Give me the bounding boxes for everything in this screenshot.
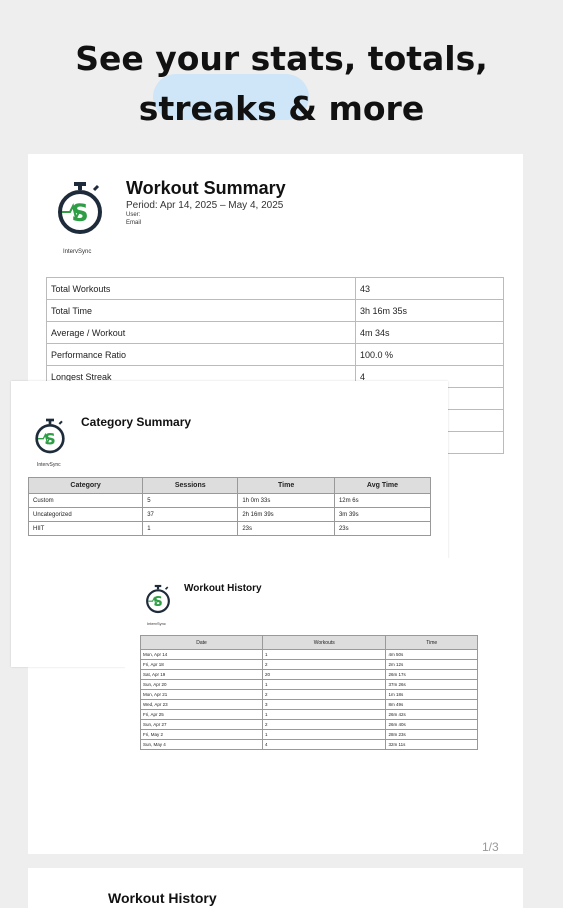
table-row (47, 344, 504, 366)
table-cell: 2 (263, 720, 386, 730)
summary-email: Email (126, 220, 142, 226)
table-row (47, 300, 504, 322)
table-cell: 3m 39s (334, 508, 430, 522)
table-cell: Mon, Apr 14 (141, 650, 263, 660)
headline-line-1: See your stats, totals, (75, 39, 488, 78)
table-cell: 2 (263, 690, 386, 700)
table-cell: 1 (143, 522, 238, 536)
history-table (140, 635, 478, 750)
table-cell: Sun, May 4 (141, 740, 263, 750)
table-cell: Sun, Apr 27 (141, 720, 263, 730)
stat-label: Total Time (47, 300, 356, 322)
column-header: Avg Time (334, 478, 430, 494)
column-header: Time (238, 478, 335, 494)
table-cell: 4m 50s (386, 650, 478, 660)
table-cell: 1m 18s (386, 690, 478, 700)
svg-text:S: S (153, 595, 163, 611)
next-page-preview[interactable] (28, 868, 523, 908)
table-row (141, 710, 478, 720)
table-cell: 37 (143, 508, 238, 522)
stopwatch-logo-icon (34, 418, 66, 454)
stopwatch-logo-icon (145, 584, 171, 614)
table-cell: Sat, Apr 19 (141, 670, 263, 680)
table-row (47, 322, 504, 344)
table-cell: 23s (334, 522, 430, 536)
summary-title: Workout Summary (126, 178, 286, 198)
column-header: Category (29, 478, 143, 494)
table-cell: Fri, May 2 (141, 730, 263, 740)
table-cell: 1 (263, 680, 386, 690)
table-cell: 1 (263, 710, 386, 720)
stat-label: Total Workouts (47, 278, 356, 300)
table-row (141, 700, 478, 710)
history-page[interactable] (125, 558, 491, 820)
table-row (141, 650, 478, 660)
table-cell: 8m 49s (386, 700, 478, 710)
table-cell: Wed, Apr 23 (141, 700, 263, 710)
stat-value: 100.0 % (356, 344, 504, 366)
table-cell: 23s (238, 522, 335, 536)
table-cell: 12m 6s (334, 494, 430, 508)
table-cell: Sun, Apr 20 (141, 680, 263, 690)
table-cell: 3 (263, 700, 386, 710)
table-row (47, 278, 504, 300)
table-cell: 26m 40s (386, 720, 478, 730)
next-page-title: Workout History (108, 890, 217, 906)
table-cell: 32m 11s (386, 740, 478, 750)
table-cell: Fri, Apr 18 (141, 660, 263, 670)
table-row (29, 522, 431, 536)
summary-user: User: (126, 212, 141, 218)
svg-text:S: S (44, 429, 56, 449)
headline-line-2: streaks & more (138, 89, 425, 128)
table-row (29, 508, 431, 522)
table-cell: HIIT (29, 522, 143, 536)
table-cell: 1 (263, 730, 386, 740)
table-row (141, 690, 478, 700)
table-row (141, 670, 478, 680)
stat-label: Longest Streak (47, 366, 356, 388)
table-cell: 5 (143, 494, 238, 508)
table-cell: Mon, Apr 21 (141, 690, 263, 700)
column-header: Date (141, 636, 263, 650)
table-cell: 2h 16m 39s (238, 508, 335, 522)
brand-label: IntervSync (147, 621, 166, 626)
table-row (141, 720, 478, 730)
table-row (141, 730, 478, 740)
table-cell: 26m 42s (386, 710, 478, 720)
table-cell: 4 (263, 740, 386, 750)
table-cell: 28m 23s (386, 730, 478, 740)
summary-period: Period: Apr 14, 2025 – May 4, 2025 (126, 200, 284, 211)
table-cell: 2m 12s (386, 660, 478, 670)
column-header: Sessions (143, 478, 238, 494)
stat-label: Performance Ratio (47, 344, 356, 366)
page-indicator: 1/3 (482, 840, 499, 854)
stopwatch-logo-icon (56, 182, 104, 234)
table-cell: Fri, Apr 25 (141, 710, 263, 720)
headline (0, 34, 563, 134)
brand-label: IntervSync (63, 249, 92, 255)
table-cell: Uncategorized (29, 508, 143, 522)
table-cell: 20 (263, 670, 386, 680)
table-row (141, 660, 478, 670)
table-row (29, 494, 431, 508)
svg-text:S: S (71, 199, 89, 227)
table-cell: 37m 26s (386, 680, 478, 690)
table-cell: 1h 0m 33s (238, 494, 335, 508)
stat-value: 4 (356, 366, 504, 388)
history-title: Workout History (184, 583, 262, 594)
table-cell: 2 (263, 660, 386, 670)
stat-label: Average / Workout (47, 322, 356, 344)
stat-value: 43 (356, 278, 504, 300)
column-header: Workouts (263, 636, 386, 650)
category-table (28, 477, 431, 536)
stat-value: 3h 16m 35s (356, 300, 504, 322)
table-cell: Custom (29, 494, 143, 508)
table-cell: 26m 17s (386, 670, 478, 680)
brand-label: IntervSync (37, 462, 61, 468)
stat-value: 4m 34s (356, 322, 504, 344)
table-row (141, 740, 478, 750)
category-title: Category Summary (81, 415, 192, 429)
table-row (141, 680, 478, 690)
column-header: Time (386, 636, 478, 650)
table-cell: 1 (263, 650, 386, 660)
